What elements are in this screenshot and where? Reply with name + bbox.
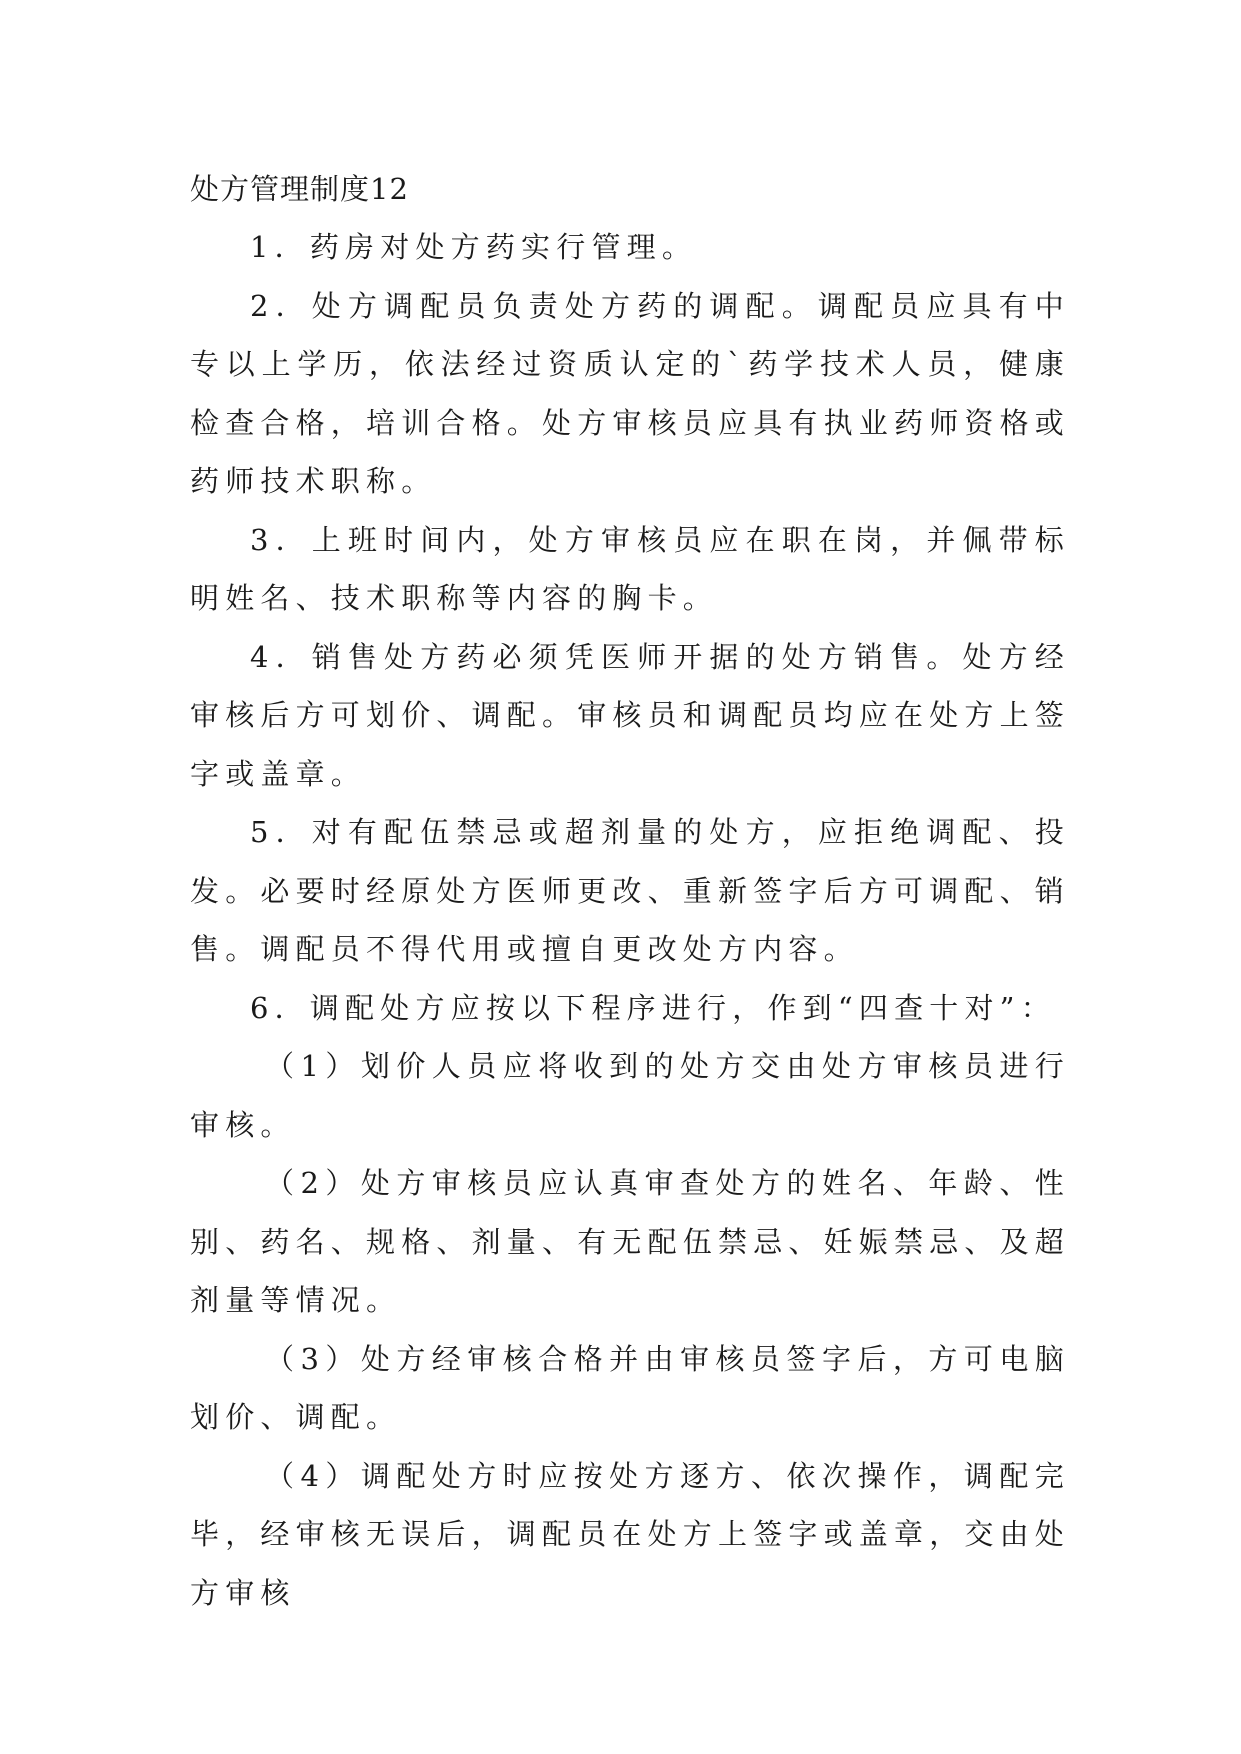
paragraph-6: 6．调配处方应按以下程序进行，作到“四查十对”：: [250, 990, 1056, 1025]
document-title: 处方管理制度12: [190, 172, 409, 206]
paragraph-6-3: （3）处方经审核合格并由审核员签字后，方可电脑划价、调配。: [190, 1341, 1070, 1434]
paragraph-4: 4．销售处方药必须凭医师开据的处方销售。处方经审核后方可划价、调配。审核员和调配员均应在处方上签字或盖章。: [190, 639, 1071, 791]
paragraph-6-2: （2）处方审核员应认真审查处方的姓名、年龄、性别、药名、规格、剂量、有无配伍禁忌、妊娠禁忌、及超剂量等情况。: [190, 1166, 1071, 1317]
paragraph-3: 3．上班时间内，处方审核员应在职在岗，并佩带标明姓名、技术职称等内容的胸卡。: [190, 522, 1070, 615]
paragraph-5: 5．对有配伍禁忌或超剂量的处方，应拒绝调配、投发。必要时经原处方医师更改、重新签字后方可调配、销售。调配员不得代用或擅自更改处方内容。: [190, 815, 1071, 966]
paragraph-6-4: （4）调配处方时应按处方逐方、依次操作，调配完毕，经审核无误后，调配员在处方上签字或盖章，交由处方审核: [190, 1458, 1071, 1610]
paragraph-1: 1．药房对处方药实行管理。: [250, 230, 698, 264]
paragraph-2: 2．处方调配员负责处方药的调配。调配员应具有中专以上学历，依法经过资质认定的`药学技术人员，健康检查合格，培训合格。处方审核员应具有执业药师资格或药师技术职称。: [190, 288, 1071, 498]
document-body: [190, 160, 1070, 1622]
paragraph-6-1: （1）划价人员应将收到的处方交由处方审核员进行审核。: [190, 1049, 1070, 1142]
